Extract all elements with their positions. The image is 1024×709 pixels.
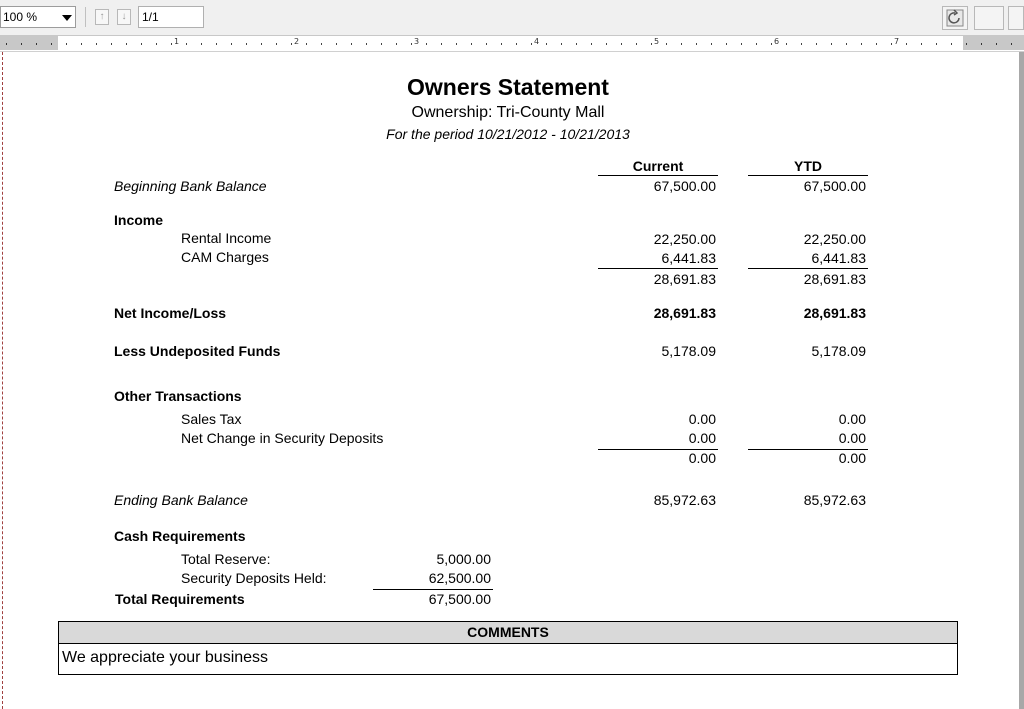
column-header-ytd: YTD [794,158,822,174]
ruler-tick [441,43,442,45]
ruler-tick [21,43,22,45]
other-row-label: Net Change in Security Deposits [181,430,384,446]
zoom-select[interactable] [0,6,76,28]
ruler-tick [261,43,262,45]
income-subtotal-ytd: 28,691.83 [803,271,866,287]
ruler-tick [741,43,742,45]
ruler-tick [801,43,802,45]
ruler-tick [411,43,412,45]
ruler-tick [501,43,502,45]
cash-requirements-heading: Cash Requirements [114,528,246,544]
ruler-tick [141,43,142,45]
ruler-tick [786,43,787,45]
subtotal-rule [598,268,718,269]
ruler-tick [336,43,337,45]
income-row-ytd: 22,250.00 [803,231,866,247]
beginning-balance-label: Beginning Bank Balance [114,178,267,194]
ruler-tick [1011,43,1012,45]
net-income-current: 28,691.83 [653,305,716,321]
ruler-tick [681,43,682,45]
ruler-tick [546,43,547,45]
income-heading: Income [114,212,164,228]
ruler-tick [636,43,637,45]
cash-row-value: 62,500.00 [428,570,491,586]
ruler-tick [306,43,307,45]
ruler-tick [36,43,37,45]
undeposited-funds-current: 5,178.09 [661,343,716,359]
report-period: For the period 10/21/2012 - 10/21/2013 [386,126,630,142]
header-underline [748,175,868,176]
ruler-tick [186,43,187,45]
refresh-button[interactable] [942,6,968,30]
subtotal-rule [748,268,868,269]
ruler-tick [606,43,607,45]
ruler-tick [846,43,847,45]
income-subtotal-current: 28,691.83 [653,271,716,287]
other-row-ytd: 0.00 [838,411,866,427]
ruler-tick [831,43,832,45]
blank-button[interactable] [974,6,1004,30]
undeposited-funds-label: Less Undeposited Funds [114,343,281,359]
ruler-tick [756,43,757,45]
ruler-number: 1 [174,37,180,46]
ruler-tick [321,43,322,45]
income-row-label: Rental Income [181,230,272,246]
ruler-number: 4 [534,37,540,46]
ruler-tick [651,43,652,45]
other-row-current: 0.00 [688,411,716,427]
other-transactions-heading: Other Transactions [114,388,242,404]
ruler-tick [696,43,697,45]
ruler-number: 6 [774,37,780,46]
zoom-value: 100 % [3,10,38,24]
ruler-tick [621,43,622,45]
chevron-down-icon[interactable] [62,15,72,21]
ruler-tick [561,43,562,45]
net-income-label: Net Income/Loss [114,305,227,321]
report-ownership: Ownership: Tri-County Mall [411,104,605,121]
ruler-tick [936,43,937,45]
ruler-tick [951,43,952,45]
other-subtotal-ytd: 0.00 [838,450,866,466]
ruler-tick [351,43,352,45]
ruler-tick [366,43,367,45]
other-subtotal-current: 0.00 [688,450,716,466]
ruler-tick [996,43,997,45]
ruler-tick [876,43,877,45]
page-number-input[interactable] [138,6,204,28]
ruler-number: 2 [294,37,300,46]
ruler-tick [921,43,922,45]
ruler-tick [96,43,97,45]
ruler-tick [516,43,517,45]
ruler-ticks [0,36,1024,51]
ruler-tick [816,43,817,45]
subtotal-rule [373,589,493,590]
ruler-tick [201,43,202,45]
ruler-tick [231,43,232,45]
page-number-value: 1/1 [142,10,159,24]
refresh-icon [943,7,967,29]
income-row-label: CAM Charges [181,249,269,265]
ruler-tick [966,43,967,45]
ruler-tick [276,43,277,45]
ruler-tick [216,43,217,45]
ruler-tick [111,43,112,45]
report-page [0,52,1019,709]
comments-text: We appreciate your business [62,649,269,666]
net-income-ytd: 28,691.83 [803,305,866,321]
ruler-tick [981,43,982,45]
ruler-tick [531,43,532,45]
column-header-current: Current [632,158,684,174]
beginning-balance-current: 67,500.00 [653,178,716,194]
ruler-tick [576,43,577,45]
cash-row-label: Total Reserve: [181,551,271,567]
ruler-tick [771,43,772,45]
vertical-scrollbar[interactable] [1019,52,1024,709]
ruler-tick [426,43,427,45]
ending-balance-ytd: 85,972.63 [803,492,866,508]
undeposited-funds-ytd: 5,178.09 [811,343,866,359]
export-button[interactable] [1008,6,1024,30]
ruler-tick [81,43,82,45]
cash-row-label: Security Deposits Held: [181,570,327,586]
ruler-tick [726,43,727,45]
ruler-tick [126,43,127,45]
ruler-tick [456,43,457,45]
report-title: Owners Statement [407,74,609,100]
ruler-number: 3 [414,37,420,46]
comments-box [58,621,958,675]
income-row-ytd: 6,441.83 [811,250,866,266]
header-underline [598,175,718,176]
ruler-tick [291,43,292,45]
ruler-number: 7 [894,37,900,46]
ruler-tick [381,43,382,45]
other-row-label: Sales Tax [181,411,242,427]
ruler-tick [396,43,397,45]
ruler-number: 5 [654,37,660,46]
other-row-current: 0.00 [688,430,716,446]
total-requirements-label: Total Requirements [115,591,245,607]
ruler-tick [6,43,7,45]
ruler-tick [51,43,52,45]
arrow-up-icon[interactable]: ↑ [95,9,109,25]
ruler-tick [486,43,487,45]
ruler-tick [861,43,862,45]
comments-heading: COMMENTS [59,622,957,644]
ruler-tick [171,43,172,45]
ruler-tick [246,43,247,45]
toolbar-separator [85,7,86,27]
other-row-ytd: 0.00 [838,430,866,446]
beginning-balance-ytd: 67,500.00 [803,178,866,194]
horizontal-ruler [0,36,1024,52]
report-viewer-toolbar [0,0,1024,36]
ending-balance-label: Ending Bank Balance [114,492,248,508]
ruler-tick [711,43,712,45]
ruler-tick [591,43,592,45]
ruler-tick [666,43,667,45]
ending-balance-current: 85,972.63 [653,492,716,508]
cash-row-value: 5,000.00 [436,551,491,567]
ruler-tick [66,43,67,45]
income-row-current: 22,250.00 [653,231,716,247]
income-row-current: 6,441.83 [661,250,716,266]
total-requirements-value: 67,500.00 [428,591,491,607]
ruler-tick [471,43,472,45]
ruler-tick [891,43,892,45]
ruler-tick [156,43,157,45]
ruler-tick [906,43,907,45]
arrow-down-icon[interactable]: ↓ [117,9,131,25]
